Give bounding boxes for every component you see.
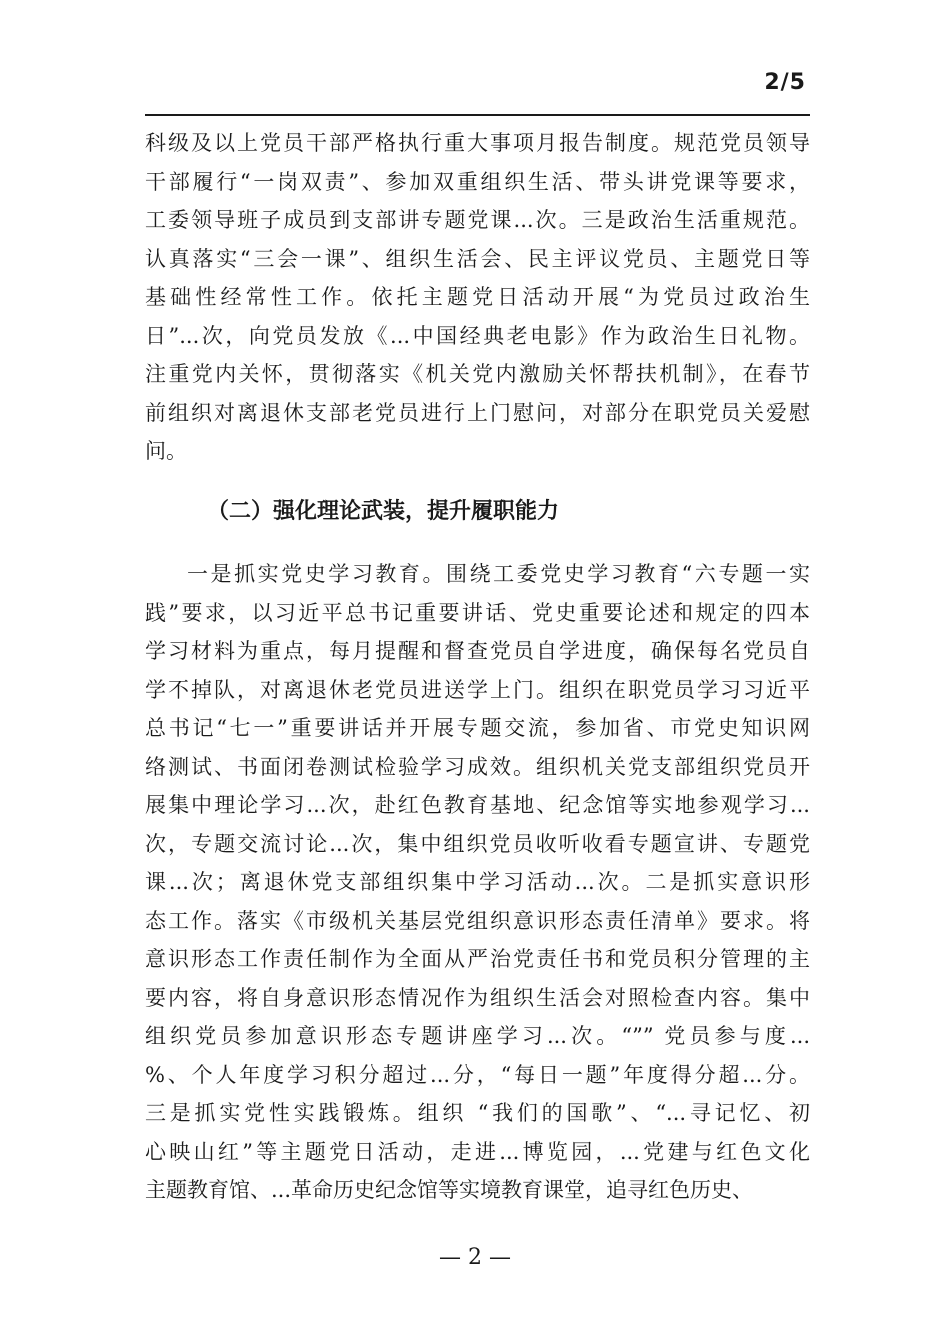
page-counter: 2/5 [764, 70, 806, 95]
text-line: %、个人年度学习积分超过...分，“每日一题”年度得分超...分。 [145, 1062, 810, 1087]
text-line: 次，专题交流讨论...次，集中组织党员收听收看专题宣讲、专题党 [145, 831, 810, 856]
text-line: 学习材料为重点，每月提醒和督查党员自学进度，确保每名党员自 [145, 639, 810, 663]
text-line: 注重党内关怀，贯彻落实《机关党内激励关怀帮扶机制》，在春节 [145, 362, 810, 386]
text-line: 认真落实“三会一课”、组织生活会、民主评议党员、主题党日等 [145, 246, 810, 271]
section-heading: （二）强化理论武装，提升履职能力 [207, 498, 560, 524]
text-line: 日”...次，向党员发放《...中国经典老电影》作为政治生日礼物。 [145, 323, 810, 348]
text-line: 干部履行“一岗双责”、参加双重组织生活、带头讲党课等要求， [145, 169, 810, 194]
document-body [145, 124, 810, 1210]
text-line: 一是抓实党史学习教育。围绕工委党史学习教育“六专题一实 [187, 562, 810, 586]
text-line: 态工作。落实《市级机关基层党组织意识形态责任清单》要求。将 [145, 908, 810, 933]
text-line: 前组织对离退休支部老党员进行上门慰问，对部分在职党员关爱慰 [145, 400, 810, 425]
text-line: 意识形态工作责任制作为全面从严治党责任书和党员积分管理的主 [145, 947, 810, 971]
text-line: 三是抓实党性实践锻炼。组织 “我们的国歌”、“...寻记忆、初 [145, 1101, 810, 1125]
header-divider [145, 114, 810, 116]
text-line: 络测试、书面闭卷测试检验学习成效。组织机关党支部组织党员开 [145, 754, 810, 779]
text-line: 科级及以上党员干部严格执行重大事项月报告制度。规范党员领导 [145, 131, 810, 155]
text-line: 基础性经常性工作。依托主题党日活动开展“为党员过政治生 [145, 285, 810, 309]
text-line: 践”要求，以习近平总书记重要讲话、党史重要论述和规定的四本 [145, 600, 810, 625]
text-line: 工委领导班子成员到支部讲专题党课...次。三是政治生活重规范。 [145, 208, 810, 232]
paragraph-theory-study [145, 555, 810, 1210]
text-line: 主题教育馆、...革命历史纪念馆等实境教育课堂，追寻红色历史、 [145, 1178, 754, 1202]
page-number-footer: — 2 — [439, 1245, 511, 1270]
text-line: 问。 [145, 439, 187, 463]
text-line: 展集中理论学习...次，赴红色教育基地、纪念馆等实地参观学习... [145, 793, 810, 817]
text-line: 课...次；离退休党支部组织集中学习活动...次。二是抓实意识形 [145, 870, 810, 894]
text-line: 组织党员参加意识形态专题讲座学习...次。“”” 党员参与度... [145, 1024, 810, 1048]
text-line: 心映山红”等主题党日活动，走进...博览园，...党建与红色文化 [145, 1139, 810, 1164]
text-line: 要内容，将自身意识形态情况作为组织生活会对照检查内容。集中 [145, 985, 810, 1010]
text-line: 学不掉队，对离退休老党员进送学上门。组织在职党员学习习近平 [145, 677, 810, 702]
paragraph-party-life [145, 124, 810, 471]
text-line: 总书记“七一”重要讲话并开展专题交流，参加省、市党史知识网 [145, 716, 810, 740]
